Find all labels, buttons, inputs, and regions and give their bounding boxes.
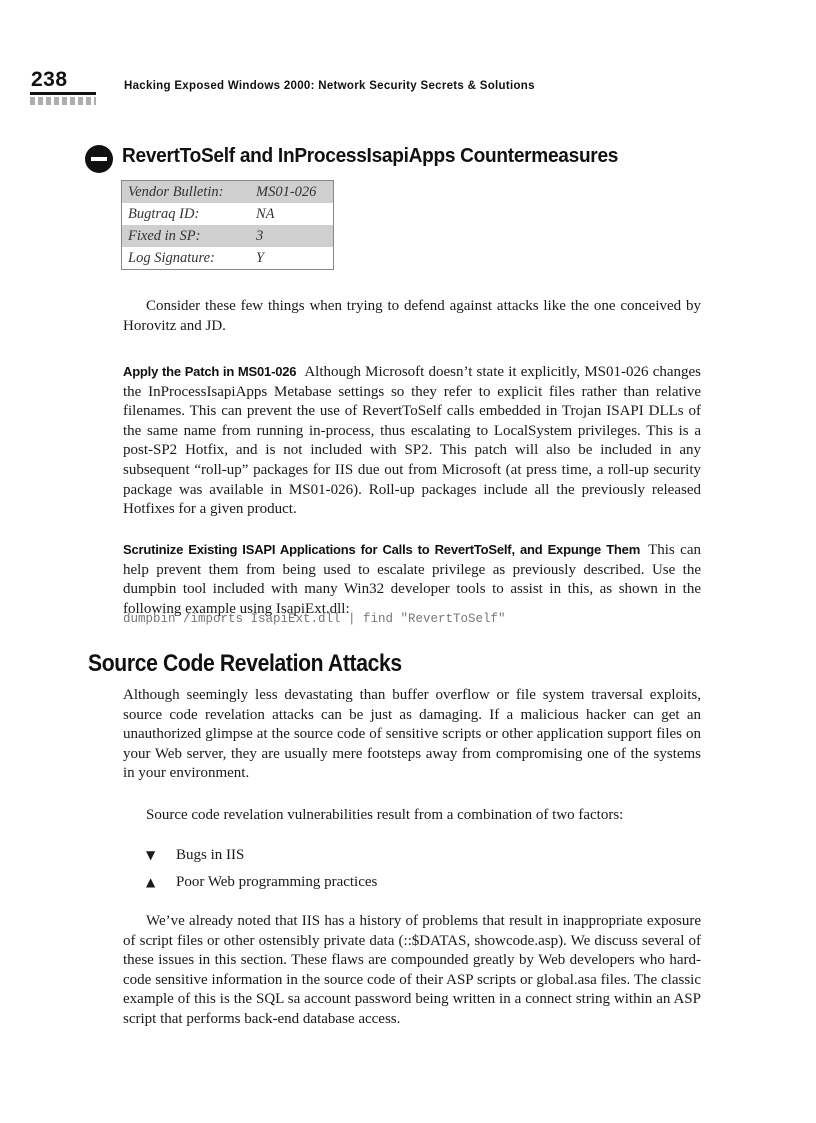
running-header: Hacking Exposed Windows 2000: Network Security Secrets & Solutions: [124, 80, 535, 92]
down-triangle-icon: ▼: [146, 848, 156, 862]
list-item: [146, 869, 377, 896]
list-item-text: Bugs in IIS: [176, 847, 245, 863]
table-value: NA: [256, 205, 275, 222]
source-code-paragraph-2: Source code revelation vulnerabilities result from a combination of two factors:: [146, 807, 624, 823]
page-number-rule: [30, 92, 96, 95]
code-sample: dumpbin /imports IsapiExt.dll | find "RevertToSelf": [123, 612, 506, 626]
table-value: 3: [250, 225, 334, 247]
source-code-heading: Source Code Revelation Attacks: [88, 650, 402, 677]
source-code-paragraph-1: Although seemingly less devastating than buffer overflow or file system traversal exploits, source code revelation attacks can be just as damaging. If a malicious hacker can get an unauthorized glimpse at the source code of sensitive scripts or other application support files on your Web server, they are usually mere footsteps away from compromising one of the systems in your environment.: [123, 687, 701, 782]
table-label: Vendor Bulletin:: [122, 181, 251, 204]
source-code-paragraph-3: We’ve already noted that IIS has a history of problems that result in inappropriate exposure of script files or other ostensibly private data (::$DATAS, showcode.asp). We discuss several of these issues in this section. These flaws are compounded greatly by Web developers who hard-code sensitive information in the source code of their ASP scripts or global.asa files. The classic example of this is the SQL sa account password being written in a connect string within an ASP script that performs back-end database access.: [123, 913, 701, 1027]
countermeasures-heading: RevertToSelf and InProcessIsapiApps Countermeasures: [122, 144, 619, 167]
list-item: [146, 842, 377, 869]
intro-paragraph: Consider these few things when trying to defend against attacks like the one conceived by Horovitz and JD.: [123, 298, 701, 334]
scrutinize-body: This can help prevent them from being used to escalate privilege as previously described. Use the dumpbin tool included with many Win32 developer tools to assist in this, as shown in the following example using IsapiExt.dll:: [123, 542, 701, 617]
table-label: Bugtraq ID:: [128, 205, 200, 222]
patch-paragraph: [123, 362, 701, 520]
table-label: Fixed in SP:: [122, 225, 251, 247]
list-item-text: Poor Web programming practices: [176, 874, 378, 890]
table-row: [122, 203, 334, 225]
table-row: [122, 225, 334, 247]
page-number: 238: [31, 68, 68, 91]
scrutinize-heading: Scrutinize Existing ISAPI Applications for Calls to RevertToSelf, and Expunge Them: [123, 542, 641, 557]
countermeasure-icon: [85, 145, 113, 173]
bulletin-table: [121, 180, 334, 270]
table-row: [122, 181, 334, 204]
up-triangle-icon: ▲: [146, 875, 156, 889]
patch-heading: Apply the Patch in MS01-026: [123, 364, 297, 379]
table-value: MS01-026: [250, 181, 334, 204]
table-row: [122, 247, 334, 270]
factor-list: [146, 842, 377, 896]
table-value: Y: [256, 249, 265, 266]
page-number-decoration: [30, 97, 96, 105]
table-label: Log Signature:: [128, 249, 215, 266]
scrutinize-paragraph: [123, 540, 701, 619]
patch-body: Although Microsoft doesn’t state it explicitly, MS01-026 changes the InProcessIsapiApps Metabase settings so they refer to explicit files rather than relative filenames. This can prevent the use of RevertToSelf calls embedded in Trojan ISAPI DLLs of the same name from running in-process, thus escalating to LocalSystem privileges. This is a post-SP2 Hotfix, and is not included with SP2. This patch will also be included in any subsequent “roll-up” packages for IIS due out from Microsoft (at press time, a roll-up security package was available in MS01-026). Roll-up packages include all the previously released Hotfixes for a given product.: [123, 364, 702, 518]
